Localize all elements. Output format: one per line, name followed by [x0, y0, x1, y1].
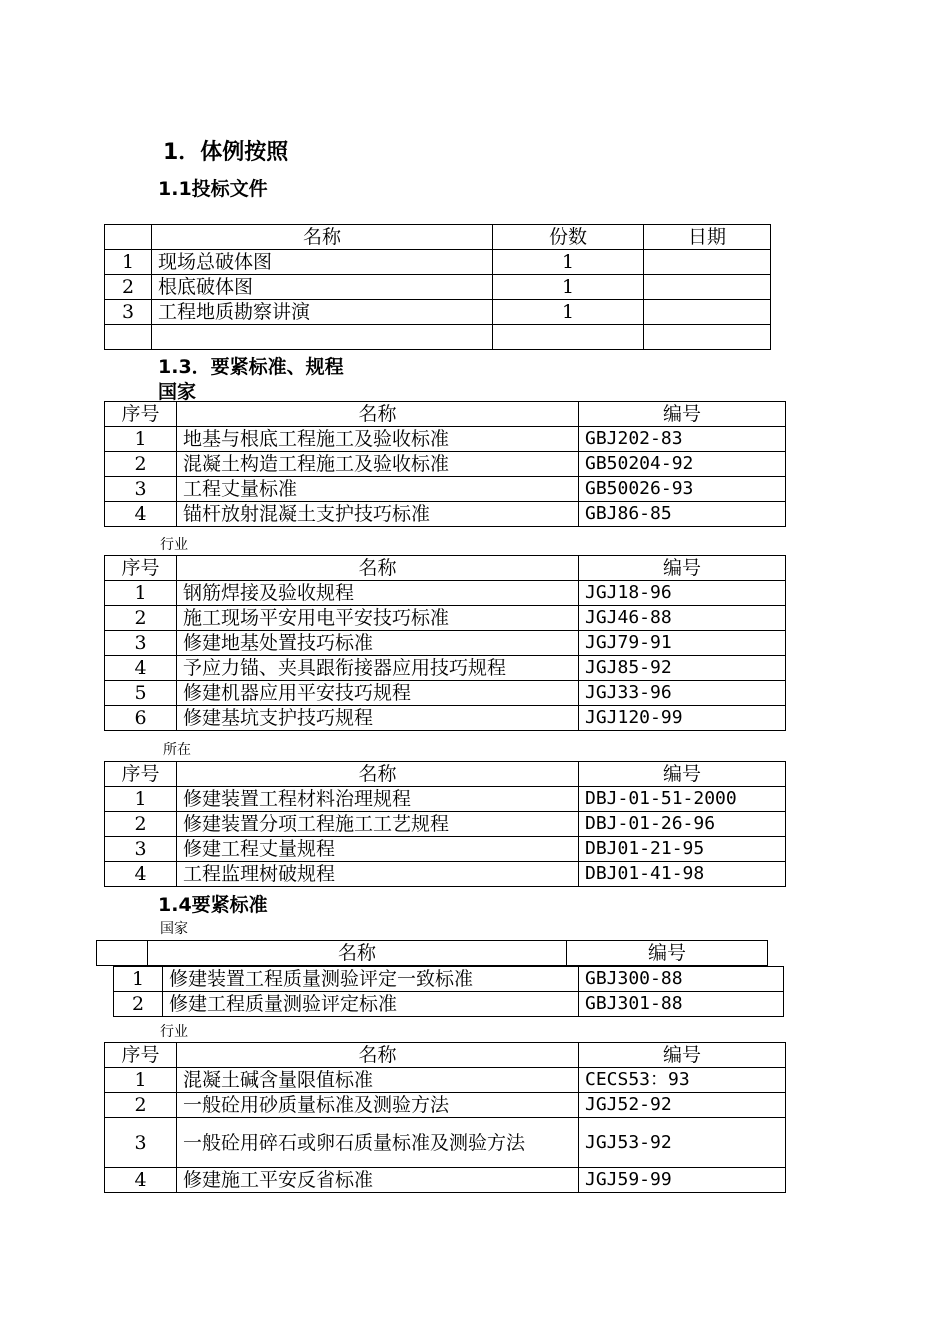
table-row: [105, 502, 786, 527]
cell: 2: [105, 812, 177, 837]
cell: 修建装置分项工程施工工艺规程: [177, 812, 579, 837]
table-row: [105, 427, 786, 452]
table-header-row: [105, 762, 786, 787]
table-row: [105, 862, 786, 887]
cell: 工程丈量标准: [177, 477, 579, 502]
cell: 4: [105, 862, 177, 887]
header-cell: 名称: [177, 1043, 579, 1068]
header-cell: 序号: [105, 556, 177, 581]
cell: [493, 325, 644, 350]
cell: 5: [105, 681, 177, 706]
header-cell: 名称: [177, 556, 579, 581]
table-row: [105, 452, 786, 477]
cell: DBJ-01-51-2000: [579, 787, 786, 812]
cell: 6: [105, 706, 177, 731]
table-header-row: [105, 225, 771, 250]
table-row: [105, 1093, 786, 1118]
table-row: [105, 275, 771, 300]
header-cell: 名称: [177, 762, 579, 787]
cell: 1: [105, 581, 177, 606]
cell: 混凝土构造工程施工及验收标准: [177, 452, 579, 477]
cell: [644, 275, 771, 300]
header-cell: 序号: [105, 402, 177, 427]
header-cell: 编号: [579, 402, 786, 427]
header-cell: 编号: [579, 556, 786, 581]
header-cell: 名称: [177, 402, 579, 427]
cell: 2: [105, 452, 177, 477]
table-row: [114, 992, 784, 1017]
cell: JGJ33-96: [579, 681, 786, 706]
cell: JGJ18-96: [579, 581, 786, 606]
cell: 2: [105, 606, 177, 631]
cell: GB50204-92: [579, 452, 786, 477]
cell: GBJ300-88: [579, 967, 784, 992]
cell: GBJ202-83: [579, 427, 786, 452]
cell: 施工现场平安用电平安技巧标准: [177, 606, 579, 631]
table-row: [105, 787, 786, 812]
header-cell: 编号: [579, 762, 786, 787]
header-cell: 编号: [567, 941, 768, 966]
cell: 3: [105, 631, 177, 656]
cell: [644, 325, 771, 350]
table-industry-standards: [104, 555, 786, 731]
cell: JGJ79-91: [579, 631, 786, 656]
table-row: [105, 681, 786, 706]
table-quality-standards: [113, 966, 784, 1017]
table-header-row: [105, 556, 786, 581]
cell: 根底破体图: [152, 275, 493, 300]
cell: GB50026-93: [579, 477, 786, 502]
category-label-industry: 行业: [160, 537, 188, 553]
category-label-industry-2: 行业: [160, 1024, 188, 1040]
table-row: [105, 1168, 786, 1193]
cell: 1: [493, 275, 644, 300]
cell: 钢筋焊接及验收规程: [177, 581, 579, 606]
cell: [152, 325, 493, 350]
cell: JGJ120-99: [579, 706, 786, 731]
cell: 修建基坑支护技巧规程: [177, 706, 579, 731]
table-quality-standards-header: [96, 940, 768, 966]
cell: 1: [493, 250, 644, 275]
cell: 3: [105, 837, 177, 862]
cell: GBJ86-85: [579, 502, 786, 527]
cell: JGJ85-92: [579, 656, 786, 681]
cell: [644, 250, 771, 275]
cell: 4: [105, 1168, 177, 1193]
cell: 1: [493, 300, 644, 325]
cell: CECS53：93: [579, 1068, 786, 1093]
header-cell: 序号: [105, 1043, 177, 1068]
cell: 修建装置工程质量测验评定一致标准: [163, 967, 579, 992]
cell: 3: [105, 477, 177, 502]
section-heading-1-1: 1.1投标文件: [158, 178, 268, 200]
header-cell: [105, 225, 152, 250]
table-industry-standards-2: [104, 1042, 786, 1193]
cell: JGJ46-88: [579, 606, 786, 631]
table-row: [105, 581, 786, 606]
cell: 1: [105, 250, 152, 275]
cell: 3: [105, 300, 152, 325]
cell: 1: [114, 967, 163, 992]
cell: 工程地质勘察讲演: [152, 300, 493, 325]
header-cell: 名称: [148, 941, 567, 966]
cell: 修建机器应用平安技巧规程: [177, 681, 579, 706]
cell: [644, 300, 771, 325]
header-cell: 日期: [644, 225, 771, 250]
cell: 一般砼用碎石或卵石质量标准及测验方法: [177, 1118, 579, 1168]
table-header-row: [105, 402, 786, 427]
table-national-standards: [104, 401, 786, 527]
table-row: [114, 967, 784, 992]
cell: 1: [105, 427, 177, 452]
cell: JGJ53-92: [579, 1118, 786, 1168]
section-heading-1-3: 1.3．要紧标准、规程: [158, 356, 344, 378]
table-row: [105, 631, 786, 656]
cell: 修建工程质量测验评定标准: [163, 992, 579, 1017]
table-row: [105, 837, 786, 862]
cell: 4: [105, 656, 177, 681]
cell: 修建装置工程材料治理规程: [177, 787, 579, 812]
header-cell: 编号: [579, 1043, 786, 1068]
table-header-row: [97, 941, 768, 966]
section-heading-1-4: 1.4要紧标准: [158, 894, 268, 916]
cell: DBJ-01-26-96: [579, 812, 786, 837]
table-row: [105, 1068, 786, 1093]
category-label-national: 国家: [158, 381, 197, 403]
table-row: [105, 325, 771, 350]
header-cell: 名称: [152, 225, 493, 250]
cell: 2: [105, 275, 152, 300]
cell: JGJ59-99: [579, 1168, 786, 1193]
header-cell: 份数: [493, 225, 644, 250]
cell: 2: [105, 1093, 177, 1118]
table-header-row: [105, 1043, 786, 1068]
cell: DBJ01-41-98: [579, 862, 786, 887]
table-local-standards: [104, 761, 786, 887]
cell: 1: [105, 1068, 177, 1093]
cell: 混凝土碱含量限值标准: [177, 1068, 579, 1093]
cell: 锚杆放射混凝土支护技巧标准: [177, 502, 579, 527]
section-heading-1: 1．体例按照: [163, 140, 289, 165]
table-row: [105, 812, 786, 837]
table-row: [105, 300, 771, 325]
table-bid-documents: [104, 224, 771, 350]
table-row: [105, 477, 786, 502]
cell: 修建施工平安反省标准: [177, 1168, 579, 1193]
cell: 修建地基处置技巧标准: [177, 631, 579, 656]
cell: JGJ52-92: [579, 1093, 786, 1118]
cell: 2: [114, 992, 163, 1017]
table-row: [105, 706, 786, 731]
category-label-local: 所在: [163, 742, 191, 758]
cell: DBJ01-21-95: [579, 837, 786, 862]
cell: GBJ301-88: [579, 992, 784, 1017]
cell: 予应力锚、夹具跟衔接器应用技巧规程: [177, 656, 579, 681]
table-row: [105, 250, 771, 275]
cell: 4: [105, 502, 177, 527]
cell: 3: [105, 1118, 177, 1168]
table-row: [105, 1118, 786, 1168]
cell: 地基与根底工程施工及验收标准: [177, 427, 579, 452]
table-row: [105, 606, 786, 631]
cell: 修建工程丈量规程: [177, 837, 579, 862]
table-row: [105, 656, 786, 681]
header-cell: 序号: [105, 762, 177, 787]
cell: 1: [105, 787, 177, 812]
header-cell: [97, 941, 148, 966]
cell: 现场总破体图: [152, 250, 493, 275]
cell: [105, 325, 152, 350]
cell: 一般砼用砂质量标准及测验方法: [177, 1093, 579, 1118]
category-label-national-2: 国家: [160, 921, 188, 937]
cell: 工程监理树破规程: [177, 862, 579, 887]
